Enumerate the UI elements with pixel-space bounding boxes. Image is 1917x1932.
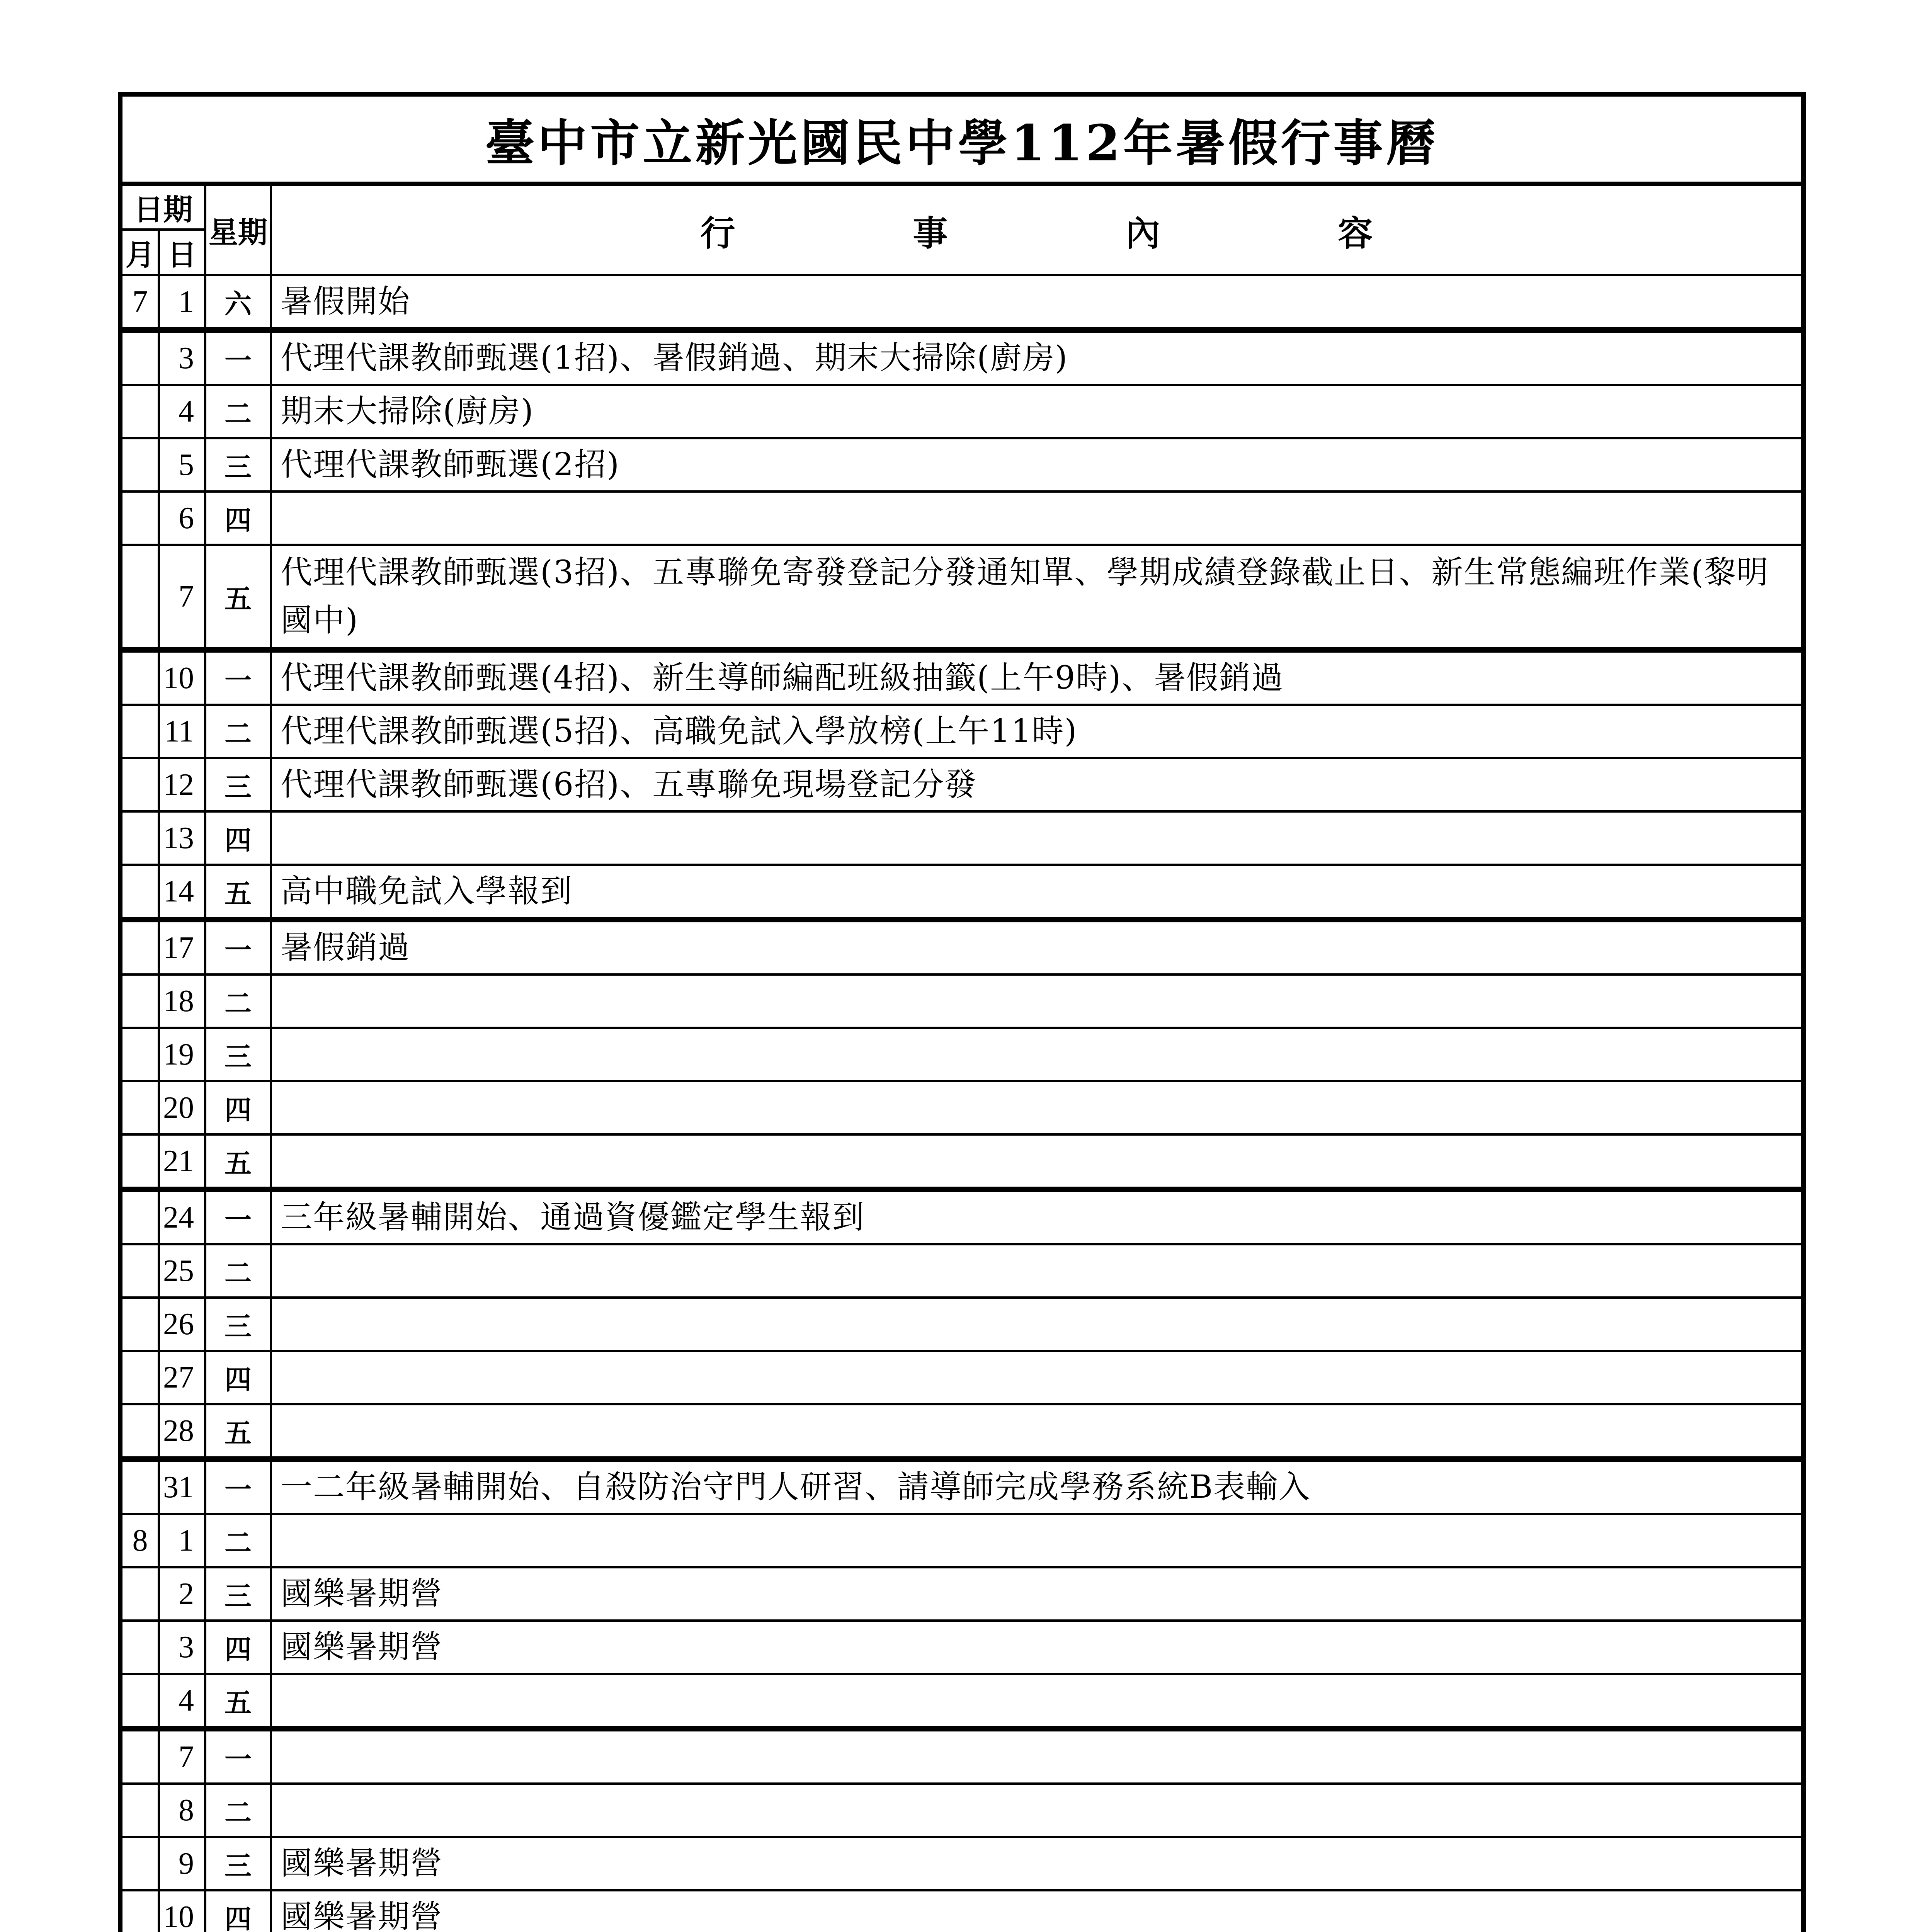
event-cell: 代理代課教師甄選(1招)、暑假銷過、期末大掃除(廚房) xyxy=(271,330,1803,385)
weekday-cell: 三 xyxy=(205,758,271,811)
month-cell xyxy=(120,1674,159,1729)
weekday-cell: 四 xyxy=(205,1351,271,1404)
calendar-row xyxy=(120,1134,1803,1189)
month-cell xyxy=(120,1134,159,1189)
month-cell xyxy=(120,920,159,975)
weekday-cell: 一 xyxy=(205,1189,271,1244)
day-cell: 10 xyxy=(159,650,205,705)
weekday-cell: 三 xyxy=(205,438,271,492)
month-header: 月 xyxy=(120,230,159,275)
calendar-row xyxy=(120,975,1803,1028)
month-cell xyxy=(120,1028,159,1081)
day-cell: 25 xyxy=(159,1244,205,1298)
month-cell xyxy=(120,1459,159,1514)
day-cell: 13 xyxy=(159,811,205,865)
calendar-row xyxy=(120,1621,1803,1674)
weekday-cell: 一 xyxy=(205,650,271,705)
weekday-cell: 四 xyxy=(205,1890,271,1932)
calendar-row xyxy=(120,1567,1803,1621)
weekday-cell: 二 xyxy=(205,975,271,1028)
weekday-cell: 三 xyxy=(205,1837,271,1890)
calendar-row xyxy=(120,1890,1803,1932)
day-cell: 3 xyxy=(159,1621,205,1674)
weekday-cell: 三 xyxy=(205,1298,271,1351)
month-cell xyxy=(120,330,159,385)
month-cell xyxy=(120,1890,159,1932)
month-cell: 8 xyxy=(120,1514,159,1567)
event-cell: 國樂暑期營 xyxy=(271,1567,1803,1621)
day-cell: 20 xyxy=(159,1081,205,1134)
content-header xyxy=(271,184,1803,275)
event-cell: 高中職免試入學報到 xyxy=(271,865,1803,920)
event-cell xyxy=(271,1404,1803,1459)
calendar-row xyxy=(120,705,1803,758)
calendar-row xyxy=(120,438,1803,492)
month-cell xyxy=(120,975,159,1028)
weekday-cell: 一 xyxy=(205,330,271,385)
weekday-cell: 二 xyxy=(205,1784,271,1837)
day-cell: 24 xyxy=(159,1189,205,1244)
event-cell: 國樂暑期營 xyxy=(271,1621,1803,1674)
weekday-cell: 一 xyxy=(205,920,271,975)
month-cell xyxy=(120,758,159,811)
calendar-row xyxy=(120,1081,1803,1134)
event-cell xyxy=(271,1028,1803,1081)
event-cell xyxy=(271,1081,1803,1134)
month-cell: 7 xyxy=(120,275,159,330)
event-cell xyxy=(271,1514,1803,1567)
event-cell: 國樂暑期營 xyxy=(271,1890,1803,1932)
event-cell xyxy=(271,1784,1803,1837)
event-cell xyxy=(271,492,1803,545)
month-cell xyxy=(120,1404,159,1459)
day-cell: 3 xyxy=(159,330,205,385)
month-cell xyxy=(120,1784,159,1837)
day-cell: 5 xyxy=(159,438,205,492)
event-cell xyxy=(271,1298,1803,1351)
month-cell xyxy=(120,705,159,758)
day-cell: 28 xyxy=(159,1404,205,1459)
calendar-row xyxy=(120,758,1803,811)
calendar-row xyxy=(120,1784,1803,1837)
month-cell xyxy=(120,865,159,920)
day-cell: 11 xyxy=(159,705,205,758)
month-cell xyxy=(120,1729,159,1784)
day-cell: 1 xyxy=(159,1514,205,1567)
day-cell: 19 xyxy=(159,1028,205,1081)
weekday-cell: 一 xyxy=(205,1729,271,1784)
event-cell: 暑假開始 xyxy=(271,275,1803,330)
page-title: 臺中市立新光國民中學112年暑假行事曆 xyxy=(120,94,1803,184)
month-cell xyxy=(120,385,159,438)
weekday-cell: 四 xyxy=(205,1081,271,1134)
event-cell: 期末大掃除(廚房) xyxy=(271,385,1803,438)
month-cell xyxy=(120,650,159,705)
weekday-cell: 五 xyxy=(205,1674,271,1729)
event-cell: 國樂暑期營 xyxy=(271,1837,1803,1890)
calendar-row xyxy=(120,1459,1803,1514)
day-cell: 7 xyxy=(159,1729,205,1784)
calendar-row xyxy=(120,275,1803,330)
day-cell: 31 xyxy=(159,1459,205,1514)
day-cell: 6 xyxy=(159,492,205,545)
month-cell xyxy=(120,811,159,865)
month-cell xyxy=(120,1567,159,1621)
day-cell: 7 xyxy=(159,545,205,650)
calendar-row xyxy=(120,1028,1803,1081)
event-cell: 代理代課教師甄選(5招)、高職免試入學放榜(上午11時) xyxy=(271,705,1803,758)
day-cell: 4 xyxy=(159,385,205,438)
month-cell xyxy=(120,438,159,492)
calendar-row xyxy=(120,811,1803,865)
calendar-row xyxy=(120,865,1803,920)
calendar-row xyxy=(120,1404,1803,1459)
weekday-cell: 五 xyxy=(205,865,271,920)
content-header-char: 容 xyxy=(1338,213,1373,254)
event-cell: 代理代課教師甄選(4招)、新生導師編配班級抽籤(上午9時)、暑假銷過 xyxy=(271,650,1803,705)
month-cell xyxy=(120,1244,159,1298)
weekday-cell: 五 xyxy=(205,1404,271,1459)
calendar-row xyxy=(120,1351,1803,1404)
weekday-cell: 二 xyxy=(205,1244,271,1298)
event-cell xyxy=(271,975,1803,1028)
calendar-sheet xyxy=(118,92,1801,1932)
calendar-table xyxy=(118,92,1806,1932)
calendar-row xyxy=(120,1189,1803,1244)
day-cell: 21 xyxy=(159,1134,205,1189)
day-cell: 26 xyxy=(159,1298,205,1351)
weekday-cell: 一 xyxy=(205,1459,271,1514)
weekday-cell: 二 xyxy=(205,705,271,758)
day-header: 日 xyxy=(159,230,205,275)
event-cell xyxy=(271,811,1803,865)
month-cell xyxy=(120,1081,159,1134)
event-cell: 代理代課教師甄選(3招)、五專聯免寄發登記分發通知單、學期成績登錄截止日、新生常態編班作業(黎明國中) xyxy=(271,545,1803,650)
weekday-cell: 四 xyxy=(205,1621,271,1674)
day-cell: 17 xyxy=(159,920,205,975)
weekday-cell: 二 xyxy=(205,1514,271,1567)
event-cell xyxy=(271,1729,1803,1784)
calendar-row xyxy=(120,920,1803,975)
weekday-cell: 五 xyxy=(205,1134,271,1189)
event-cell: 代理代課教師甄選(2招) xyxy=(271,438,1803,492)
calendar-rows xyxy=(120,275,1803,1932)
day-cell: 4 xyxy=(159,1674,205,1729)
day-cell: 27 xyxy=(159,1351,205,1404)
calendar-row xyxy=(120,1514,1803,1567)
calendar-row xyxy=(120,385,1803,438)
weekday-cell: 二 xyxy=(205,385,271,438)
calendar-row xyxy=(120,1244,1803,1298)
month-cell xyxy=(120,1189,159,1244)
event-cell xyxy=(271,1674,1803,1729)
calendar-row xyxy=(120,1729,1803,1784)
month-cell xyxy=(120,1351,159,1404)
content-header-char: 事 xyxy=(913,213,948,254)
content-header-char: 行 xyxy=(700,213,735,254)
calendar-row xyxy=(120,1298,1803,1351)
day-cell: 10 xyxy=(159,1890,205,1932)
calendar-row xyxy=(120,545,1803,650)
event-cell: 代理代課教師甄選(6招)、五專聯免現場登記分發 xyxy=(271,758,1803,811)
calendar-row xyxy=(120,330,1803,385)
month-cell xyxy=(120,1298,159,1351)
event-cell: 一二年級暑輔開始、自殺防治守門人研習、請導師完成學務系統B表輸入 xyxy=(271,1459,1803,1514)
day-cell: 2 xyxy=(159,1567,205,1621)
content-header-char: 內 xyxy=(1125,213,1160,254)
date-header: 日期 xyxy=(120,184,205,230)
month-cell xyxy=(120,1837,159,1890)
event-cell: 暑假銷過 xyxy=(271,920,1803,975)
event-cell xyxy=(271,1351,1803,1404)
weekday-cell: 四 xyxy=(205,492,271,545)
event-cell: 三年級暑輔開始、通過資優鑑定學生報到 xyxy=(271,1189,1803,1244)
month-cell xyxy=(120,492,159,545)
calendar-row xyxy=(120,492,1803,545)
weekday-cell: 三 xyxy=(205,1567,271,1621)
event-cell xyxy=(271,1134,1803,1189)
weekday-cell: 四 xyxy=(205,811,271,865)
month-cell xyxy=(120,545,159,650)
event-cell xyxy=(271,1244,1803,1298)
day-cell: 18 xyxy=(159,975,205,1028)
weekday-cell: 六 xyxy=(205,275,271,330)
weekday-cell: 三 xyxy=(205,1028,271,1081)
weekday-header: 星期 xyxy=(205,184,271,275)
month-cell xyxy=(120,1621,159,1674)
day-cell: 12 xyxy=(159,758,205,811)
weekday-cell: 五 xyxy=(205,545,271,650)
day-cell: 1 xyxy=(159,275,205,330)
day-cell: 8 xyxy=(159,1784,205,1837)
day-cell: 14 xyxy=(159,865,205,920)
calendar-row xyxy=(120,1674,1803,1729)
calendar-row xyxy=(120,650,1803,705)
calendar-row xyxy=(120,1837,1803,1890)
day-cell: 9 xyxy=(159,1837,205,1890)
